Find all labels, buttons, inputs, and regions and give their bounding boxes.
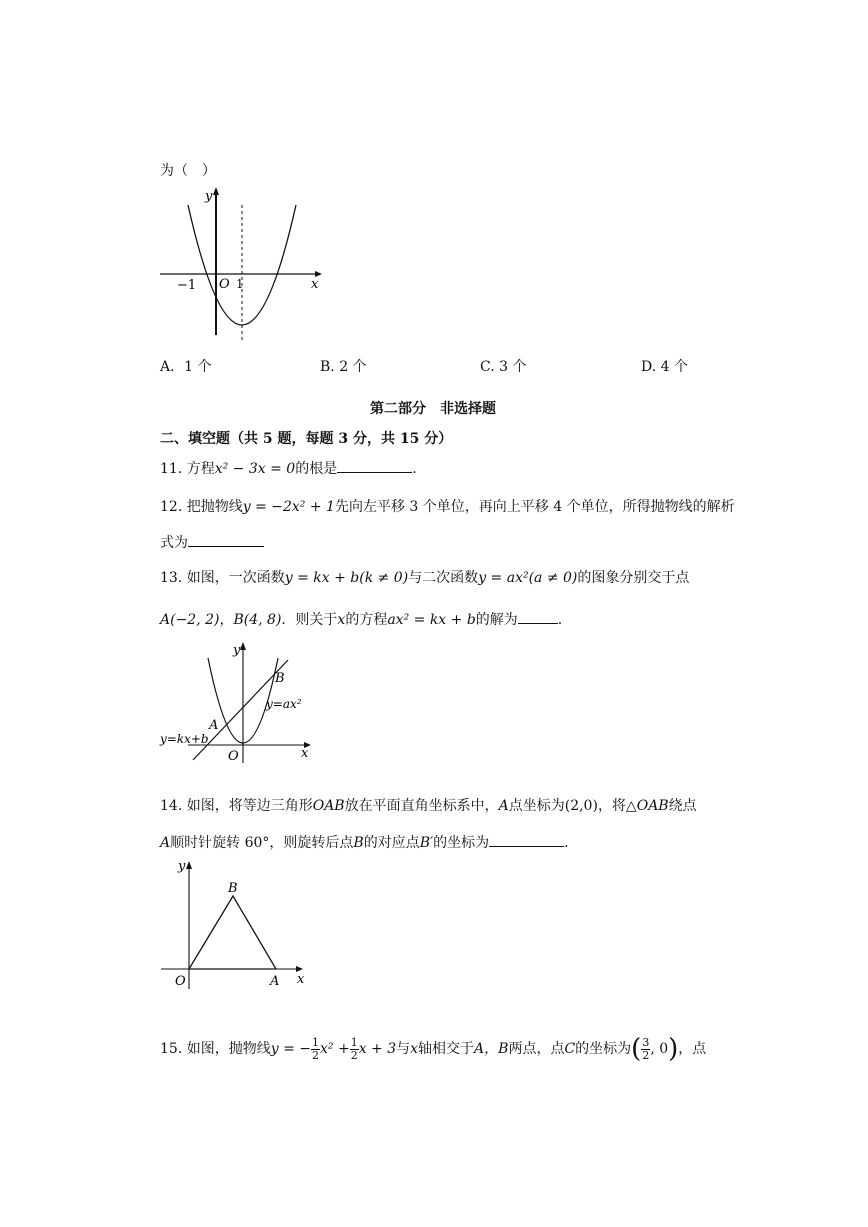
q12-number: 12. — [160, 499, 183, 515]
q13-text-a: 如图，一次函数 — [186, 570, 285, 586]
q15-left-paren: ( — [631, 1034, 642, 1064]
q15-text-f: ，点 — [678, 1041, 707, 1057]
y-axis-arrow-icon — [240, 642, 246, 650]
option-d[interactable]: D. 4 个 — [641, 359, 688, 375]
q12-equation: y = −2x² + 1 — [242, 499, 335, 515]
q14-point-a-2: A — [160, 835, 171, 851]
option-c[interactable]: C. 3 个 — [480, 359, 527, 375]
q15-f3-denominator: 2 — [642, 1048, 650, 1062]
q13-sep: ， — [219, 612, 234, 628]
q15-text-c: 轴相交于 — [418, 1041, 475, 1057]
q11-text-b: 的根是 — [295, 461, 338, 477]
q15-text-d: 两点，点 — [508, 1041, 565, 1057]
q13-text-e: 的方程 — [345, 612, 388, 628]
figure-q14-triangle — [158, 855, 313, 990]
q13-answer-blank[interactable] — [518, 623, 558, 624]
line-equation-label: y=kx+b — [160, 732, 209, 746]
question-12-line2 — [160, 532, 264, 552]
q13-text-c: 的图象分别交于点 — [577, 570, 690, 586]
q15-eq-c: x + 3 — [358, 1041, 397, 1057]
figure-parabola-graph — [155, 185, 330, 345]
option-b[interactable]: B. 2 个 — [320, 359, 367, 375]
q14-point-b: B — [353, 835, 364, 851]
q15-text-e: 的坐标为 — [575, 1041, 632, 1057]
tick-label-neg1: −1 — [177, 278, 197, 293]
question-13-line2 — [160, 609, 562, 629]
q15-fraction-3 — [641, 1037, 650, 1062]
q12-line2-text: 式为 — [160, 535, 188, 551]
q15-eq-b: x² + — [320, 1041, 350, 1057]
q15-text-a: 如图，抛物线 — [186, 1041, 271, 1057]
q11-answer-blank[interactable] — [337, 472, 412, 473]
y-axis-label: y — [233, 643, 241, 658]
q15-ab: A，B — [474, 1041, 509, 1057]
q12-text-a: 把抛物线 — [186, 499, 243, 515]
q13-number: 13. — [160, 570, 183, 586]
question-13-line1 — [160, 567, 689, 587]
q15-x: x — [410, 1041, 419, 1057]
figure-q13-graph — [158, 638, 318, 763]
q11-equation: x² − 3x = 0 — [214, 461, 296, 477]
question-15-line1 — [160, 1036, 706, 1062]
point-a-label: A — [270, 974, 280, 989]
q14-line2-d: 的坐标为 — [433, 835, 490, 851]
q14-number: 14. — [160, 798, 183, 814]
q15-text-b: 与 — [396, 1041, 411, 1057]
part2-title: 第二部分 非选择题 — [370, 401, 496, 417]
q14-oab: OAB — [312, 798, 345, 814]
y-axis-arrow-icon — [186, 861, 192, 869]
q13-text-b: 与二次函数 — [408, 570, 479, 586]
q15-f1-numerator: 1 — [312, 1035, 319, 1049]
y-axis-label: y — [205, 189, 213, 204]
q15-c: C — [564, 1041, 576, 1057]
q15-f2-denominator: 2 — [350, 1048, 358, 1062]
q14-point-a: A — [498, 798, 509, 814]
q13-point-b: B(4, 8) — [233, 612, 282, 628]
q13-end: . — [557, 612, 563, 628]
q14-oab-2: OAB — [636, 798, 669, 814]
q13-point-a: A(−2, 2) — [160, 612, 220, 628]
q13-equation: ax² = kx + b — [387, 612, 476, 628]
q12-answer-blank[interactable] — [188, 546, 264, 547]
parabola-equation-label: y=ax² — [266, 697, 302, 711]
q14-answer-blank[interactable] — [489, 846, 564, 847]
q15-eq-a: y = − — [270, 1041, 311, 1057]
q14-line2-b: 顺时针旋转 60°，则旋转后点 — [170, 835, 354, 851]
q13-text-f: 的解为 — [475, 612, 518, 628]
q14-line2-c: 的对应点 — [363, 835, 420, 851]
x-axis-label: x — [301, 746, 309, 761]
question-14-line1 — [160, 795, 697, 815]
question-fragment-top: 为（ ） — [160, 163, 216, 179]
q15-f2-numerator: 1 — [350, 1035, 358, 1049]
q13-linear-eq: y = kx + b(k ≠ 0) — [284, 570, 409, 586]
x-axis-label: x — [311, 277, 319, 292]
y-axis-label: y — [178, 859, 186, 874]
q14-text-e: 绕点 — [668, 798, 697, 814]
q13-quadratic-eq: y = ax²(a ≠ 0) — [478, 570, 578, 586]
section-heading: 二、填空题（共 5 题，每题 3 分，共 15 分） — [160, 431, 453, 447]
q11-text-a: 方程 — [186, 461, 215, 477]
q11-end: . — [412, 461, 417, 477]
q12-text-b: 先向左平移 3 个单位，再向上平移 4 个单位，所得抛物线的解析 — [334, 499, 735, 515]
q15-number: 15. — [160, 1041, 183, 1057]
q14-coord: (2,0) — [564, 798, 598, 814]
q13-var: x — [337, 612, 346, 628]
q14-text-a: 如图，将等边三角形 — [186, 798, 313, 814]
q15-f3-numerator: 3 — [642, 1035, 650, 1049]
question-12-line1 — [160, 496, 735, 516]
q14-text-d: ，将△ — [597, 798, 637, 814]
y-axis-arrow-icon — [213, 187, 219, 195]
q14-end: . — [564, 835, 569, 851]
q15-coord-tail: , 0 — [650, 1041, 669, 1057]
tick-label-1: 1 — [236, 277, 244, 291]
q13-text-d: ．则关于 — [281, 612, 338, 628]
question-11 — [160, 458, 417, 478]
q15-right-paren: ) — [668, 1034, 679, 1064]
origin-label: O — [175, 974, 186, 989]
option-a[interactable]: A．1 个 — [160, 359, 212, 375]
x-axis-label: x — [297, 972, 305, 987]
origin-label: O — [219, 277, 230, 292]
q15-fraction-2 — [350, 1037, 359, 1062]
question-14-line2 — [160, 832, 569, 852]
point-b-label: B — [275, 671, 285, 686]
q11-number: 11. — [160, 461, 183, 477]
q14-text-b: 放在平面直角坐标系中， — [344, 798, 499, 814]
q14-text-c: 点坐标为 — [508, 798, 565, 814]
origin-label: O — [228, 749, 239, 763]
point-b-label: B — [228, 881, 238, 896]
q14-point-b-prime: B′ — [419, 835, 434, 851]
q15-f1-denominator: 2 — [312, 1048, 319, 1062]
equilateral-triangle-oab — [189, 896, 276, 969]
point-a-label: A — [209, 718, 219, 733]
q15-fraction-1 — [311, 1037, 320, 1062]
